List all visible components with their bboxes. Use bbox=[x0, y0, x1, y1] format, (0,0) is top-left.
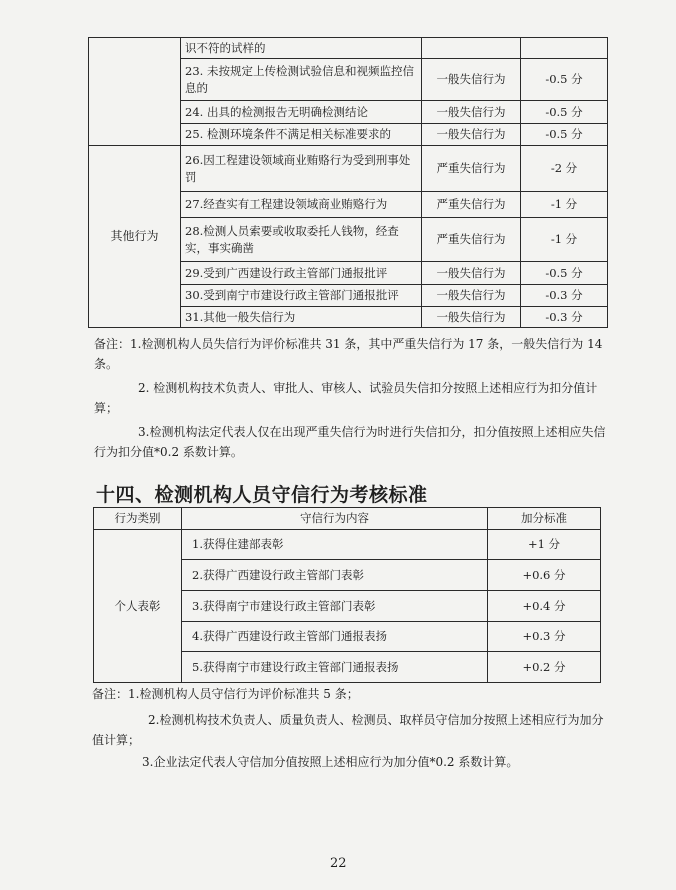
score-cell: -0.5 分 bbox=[521, 124, 608, 146]
note-2-3: 3.企业法定代表人守信加分值按照上述相应行为加分值*0.2 系数计算。 bbox=[142, 755, 519, 769]
type-cell: 一般失信行为 bbox=[422, 101, 521, 124]
type-cell: 一般失信行为 bbox=[422, 59, 521, 101]
item-cell: 5.获得南宁市建设行政主管部门通报表扬 bbox=[182, 652, 488, 683]
item-cell: 29.受到广西建设行政主管部门通报批评 bbox=[181, 262, 422, 285]
table-header-row bbox=[94, 508, 601, 530]
type-cell: 严重失信行为 bbox=[422, 218, 521, 262]
note-1-3: 3.检测机构法定代表人仅在出现严重失信行为时进行失信扣分，扣分值按照上述相应失信行为扣分值*0.2 系数计算。 bbox=[94, 425, 606, 459]
section-title: 十四、检测机构人员守信行为考核标准 bbox=[96, 484, 428, 506]
item-cell: 31.其他一般失信行为 bbox=[181, 307, 422, 328]
type-cell: 一般失信行为 bbox=[422, 124, 521, 146]
item-cell: 1.获得住建部表彰 bbox=[182, 530, 488, 560]
note-2-1: 备注：1.检测机构人员守信行为评价标准共 5 条； bbox=[92, 687, 359, 701]
score-cell: +0.3 分 bbox=[488, 622, 601, 652]
note-2-2: 2.检测机构技术负责人、质量负责人、检测员、取样员守信加分按照上述相应行为加分值计算； bbox=[92, 713, 604, 747]
header-content: 守信行为内容 bbox=[182, 508, 488, 530]
category-cell: 其他行为 bbox=[89, 146, 181, 328]
score-cell bbox=[521, 38, 608, 59]
item-cell: 2.获得广西建设行政主管部门表彰 bbox=[182, 560, 488, 591]
honesty-table bbox=[93, 507, 601, 683]
item-cell: 28.检测人员索要或收取委托人钱物，经查实，事实确凿 bbox=[181, 218, 422, 262]
table-row bbox=[94, 530, 601, 560]
score-cell: +1 分 bbox=[488, 530, 601, 560]
note-1-1: 备注：1.检测机构人员失信行为评价标准共 31 条，其中严重失信行为 17 条，一般失信行为 14 条。 bbox=[94, 337, 603, 371]
score-cell: +0.6 分 bbox=[488, 560, 601, 591]
score-cell: -0.5 分 bbox=[521, 262, 608, 285]
item-cell: 识不符的试样的 bbox=[181, 38, 422, 59]
type-cell: 一般失信行为 bbox=[422, 285, 521, 307]
item-cell: 23. 未按规定上传检测试验信息和视频监控信息的 bbox=[181, 59, 422, 101]
header-score: 加分标准 bbox=[488, 508, 601, 530]
category-cell: 个人表彰 bbox=[94, 530, 182, 683]
note-1-2: 2. 检测机构技术负责人、审批人、审核人、试验员失信扣分按照上述相应行为扣分值计算； bbox=[94, 381, 598, 415]
page-number: 22 bbox=[330, 856, 347, 871]
item-cell: 24. 出具的检测报告无明确检测结论 bbox=[181, 101, 422, 124]
score-cell: -0.5 分 bbox=[521, 59, 608, 101]
dishonesty-table bbox=[88, 37, 608, 328]
type-cell bbox=[422, 38, 521, 59]
score-cell: -0.3 分 bbox=[521, 285, 608, 307]
header-category: 行为类别 bbox=[94, 508, 182, 530]
type-cell: 一般失信行为 bbox=[422, 307, 521, 328]
type-cell: 严重失信行为 bbox=[422, 146, 521, 192]
score-cell: +0.2 分 bbox=[488, 652, 601, 683]
category-cell-empty bbox=[89, 38, 181, 146]
score-cell: +0.4 分 bbox=[488, 591, 601, 622]
type-cell: 严重失信行为 bbox=[422, 192, 521, 218]
table-row bbox=[89, 146, 608, 192]
item-cell: 4.获得广西建设行政主管部门通报表扬 bbox=[182, 622, 488, 652]
score-cell: -0.5 分 bbox=[521, 101, 608, 124]
item-cell: 25. 检测环境条件不满足相关标准要求的 bbox=[181, 124, 422, 146]
item-cell: 3.获得南宁市建设行政主管部门表彰 bbox=[182, 591, 488, 622]
item-cell: 27.经查实有工程建设领域商业贿赂行为 bbox=[181, 192, 422, 218]
table-row bbox=[89, 38, 608, 59]
score-cell: -1 分 bbox=[521, 218, 608, 262]
item-cell: 30.受到南宁市建设行政主管部门通报批评 bbox=[181, 285, 422, 307]
score-cell: -2 分 bbox=[521, 146, 608, 192]
type-cell: 一般失信行为 bbox=[422, 262, 521, 285]
score-cell: -1 分 bbox=[521, 192, 608, 218]
item-cell: 26.因工程建设领域商业贿赂行为受到刑事处罚 bbox=[181, 146, 422, 192]
score-cell: -0.3 分 bbox=[521, 307, 608, 328]
